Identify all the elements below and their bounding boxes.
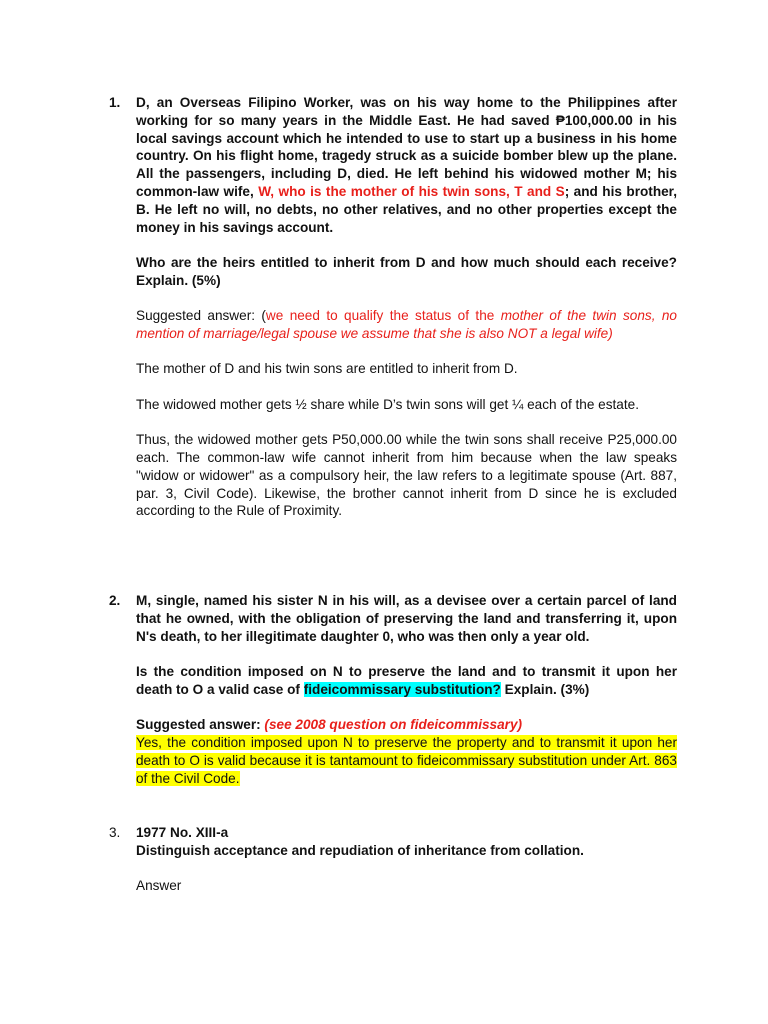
answer-paragraph: The widowed mother gets ½ share while D’s twin sons will get ¼ each of the estate.	[136, 396, 639, 412]
question-title: 1977 No. XIII-a	[136, 825, 229, 840]
answer-paragraph	[136, 734, 677, 787]
question-number: 3.	[109, 825, 121, 840]
question-body	[136, 94, 677, 520]
suggested-answer: Suggested answer: (see 2008 question on fideicommissary)	[136, 717, 523, 733]
question-text: D, an Overseas Filipino Worker, was on his way home to the Philippines after working for so many years in the Middle East. He had saved ₱100,000.00 in his local savings account which he intended to use to start up a business in his home country. On his flight home, tragedy struck as a suicide bomber blew up the plane. All the passengers, including D, died. He left behind his widowed mother M; his common-law wife, W, who is the mother of his twin sons, T and S; and his brother, B. He left no will, no debts, no other relatives, and no other properties except the money in his savings account.	[136, 95, 678, 235]
answer-paragraph: The mother of D and his twin sons are entitled to inherit from D.	[136, 361, 518, 377]
answer-label: Answer	[136, 878, 182, 894]
question-number: 2.	[109, 593, 121, 608]
suggested-answer: Suggested answer: (we need to qualify the status of the mother of the twin sons, no mention of marriage/legal spouse we assume that she is also NOT a legal wife)	[136, 308, 677, 341]
question-ask: Who are the heirs entitled to inherit from D and how much should each receive? Explain. (5%)	[136, 254, 677, 288]
question-text: M, single, named his sister N in his will, as a devisee over a certain parcel of land that he owned, with the obligation of preserving the land and transferring it, upon N's death, to her illegitimate daughter 0, who was then only a year old.	[136, 593, 677, 644]
question-body	[136, 592, 677, 787]
answer-paragraph: Thus, the widowed mother gets P50,000.00 while the twin sons shall receive P25,000.00 each. The common-law wife cannot inherit from him because when the law speaks "widow or widower" as a compulsory heir, the law refers to a legitimate spouse (Art. 887, par. 3, Civil Code). Likewise, the brother cannot inherit from D since he is excluded according to the Rule of Proximity.	[136, 432, 677, 519]
highlighted-term: fideicommissary substitution?	[303, 681, 501, 697]
question-body	[136, 824, 677, 895]
highlighted-answer: Yes, the condition imposed upon N to preserve the property and to transmit it upon her death to O is valid because it is tantamount to fideicommissary substitution under Art. 863 of the Civil Code.	[136, 734, 677, 786]
question-text: Distinguish acceptance and repudiation of inheritance from collation.	[136, 842, 584, 858]
question-ask: Is the condition imposed on N to preserve the land and to transmit it upon her death to O a valid case of fideicommissary substitution? Explain. (3%)	[136, 663, 677, 697]
question-number: 1.	[109, 95, 121, 110]
highlighted-clause: W, who is the mother of his twin sons, T and S	[258, 183, 565, 199]
